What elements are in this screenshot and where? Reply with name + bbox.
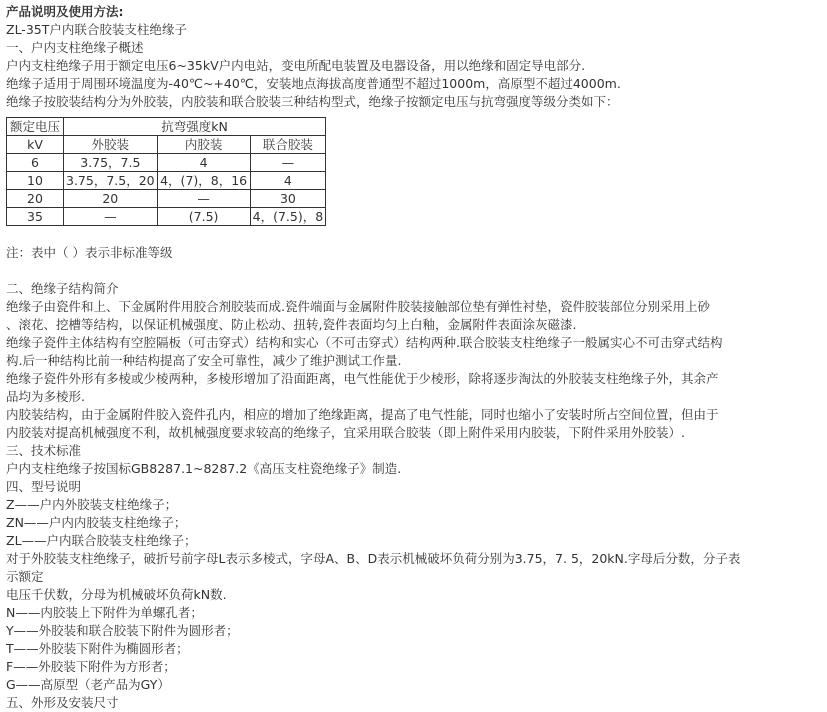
table-row: [7, 208, 326, 226]
cell-combined: 4，(7.5)，8: [250, 208, 326, 226]
section-3-title: 三、技术标准: [6, 443, 82, 458]
cell-combined: 30: [250, 190, 326, 208]
header-inner: 内胶装: [157, 136, 250, 154]
section-1-title: 一、户内支柱绝缘子概述: [6, 40, 144, 55]
section-2-line: 内胶装对提高机械强度不利，故机械强度要求较高的绝缘子，宜采用联合胶装（即上附件采用内胶装，下附件采用外胶装）.: [6, 425, 685, 440]
section-2-line: 绝缘子由瓷件和上、下金属附件用胶合剂胶装而成.瓷件端面与金属附件胶装接触部位垫有弹性衬垫，瓷件胶装部位分别采用上砂: [6, 299, 710, 314]
cell-combined: 4: [250, 172, 326, 190]
section-2-line: 品均为多棱形.: [6, 389, 85, 404]
table-row: [7, 154, 326, 172]
model-code-line: 电压千伏数，分母为机械破坏负荷kN数.: [6, 587, 227, 602]
table-subheader-row: [7, 136, 326, 154]
header-outer: 外胶装: [64, 136, 158, 154]
model-code-line: N——内胶装上下附件为单螺孔者；: [6, 605, 203, 620]
section-1-para-1: 户内支柱绝缘子用于额定电压6~35kV户内电站，变电所配电装置及电器设备，用以绝缘和固定导电部分.: [6, 58, 586, 73]
cell-combined: —: [250, 154, 326, 172]
cell-kv: 6: [7, 154, 64, 172]
heading: 产品说明及使用方法:: [6, 4, 124, 19]
strength-table: [6, 117, 326, 226]
cell-outer: 3.75，7.5，20: [64, 172, 158, 190]
header-strength: 抗弯强度kN: [64, 118, 326, 136]
model-code-line: 对于外胶装支柱绝缘子，破折号前字母L表示多棱式，字母A、B、D表示机械破坏负荷分别为3.75，7. 5，20kN.字母后分数，分子表: [6, 551, 741, 566]
cell-inner: 4: [157, 154, 250, 172]
table-header-row: [7, 118, 326, 136]
section-2-line: 内胶装结构，由于金属附件胶入瓷件孔内，相应的增加了绝缘距离，提高了电气性能，同时也缩小了安装时所占空间位置，但由于: [6, 407, 719, 422]
table-row: [7, 172, 326, 190]
model-code-line: ZN——户内内胶装支柱绝缘子；: [6, 515, 187, 530]
section-2-line: 构.后一种结构比前一种结构提高了安全可靠性，减少了维护测试工作量.: [6, 353, 402, 368]
table-note: 注：表中（ ）表示非标准等级: [6, 245, 173, 260]
cell-inner: 4，(7)，8，16: [157, 172, 250, 190]
model-code-line: Y——外胶装和联合胶装下附件为圆形者；: [6, 623, 239, 638]
section-2-title: 二、绝缘子结构简介: [6, 281, 119, 296]
header-combined: 联合胶装: [250, 136, 326, 154]
cell-kv: 20: [7, 190, 64, 208]
model-code-line: Z——户内外胶装支柱绝缘子；: [6, 497, 178, 512]
section-2-line: 绝缘子瓷件主体结构有空腔隔板（可击穿式）结构和实心（不可击穿式）结构两种.联合胶装支柱绝缘子一般属实心不可击穿式结构: [6, 335, 723, 350]
section-3-para: 户内支柱绝缘子按国标GB8287.1~8287.2《高压支柱瓷绝缘子》制造.: [6, 461, 402, 476]
model-code-line: ZL——户内联合胶装支柱绝缘子；: [6, 533, 197, 548]
model-code-line: T——外胶装下附件为椭圆形者；: [6, 641, 189, 656]
header-voltage-unit: kV: [7, 136, 64, 154]
model-code-line: G——高原型（老产品为GY）: [6, 677, 170, 692]
cell-outer: —: [64, 208, 158, 226]
section-4-title: 四、型号说明: [6, 479, 82, 494]
cell-outer: 20: [64, 190, 158, 208]
cell-outer: 3.75，7.5: [64, 154, 158, 172]
section-1-para-3: 绝缘子按胶装结构分为外胶装，内胶装和联合胶装三种结构型式，绝缘子按额定电压与抗弯强度等级分类如下：: [6, 94, 619, 109]
header-voltage: 额定电压: [7, 118, 64, 136]
section-1-para-2: 绝缘子适用于周围环境温度为-40℃~+40℃，安装地点海拔高度普通型不超过1000m，高原型不超过4000m.: [6, 76, 621, 91]
model-code-line: 示额定: [6, 569, 44, 584]
table-row: [7, 190, 326, 208]
cell-inner: (7.5): [157, 208, 250, 226]
model-code-line: F——外胶装下附件为方形者；: [6, 659, 176, 674]
cell-inner: —: [157, 190, 250, 208]
section-2-line: 绝缘子瓷件外形有多棱或少棱两种，多棱形增加了沿面距离，电气性能优于少棱形，除将逐步淘汰的外胶装支柱绝缘子外，其余产: [6, 371, 719, 386]
cell-kv: 35: [7, 208, 64, 226]
section-2-line: 、滚花、挖槽等结构，以保证机械强度、防止松动、扭转,瓷件表面均匀上白釉，金属附件表面涂灰磁漆.: [6, 317, 577, 332]
section-5-title: 五、外形及安装尺寸: [6, 695, 119, 710]
cell-kv: 10: [7, 172, 64, 190]
model-title: ZL-35T户内联合胶装支柱绝缘子: [6, 22, 187, 37]
